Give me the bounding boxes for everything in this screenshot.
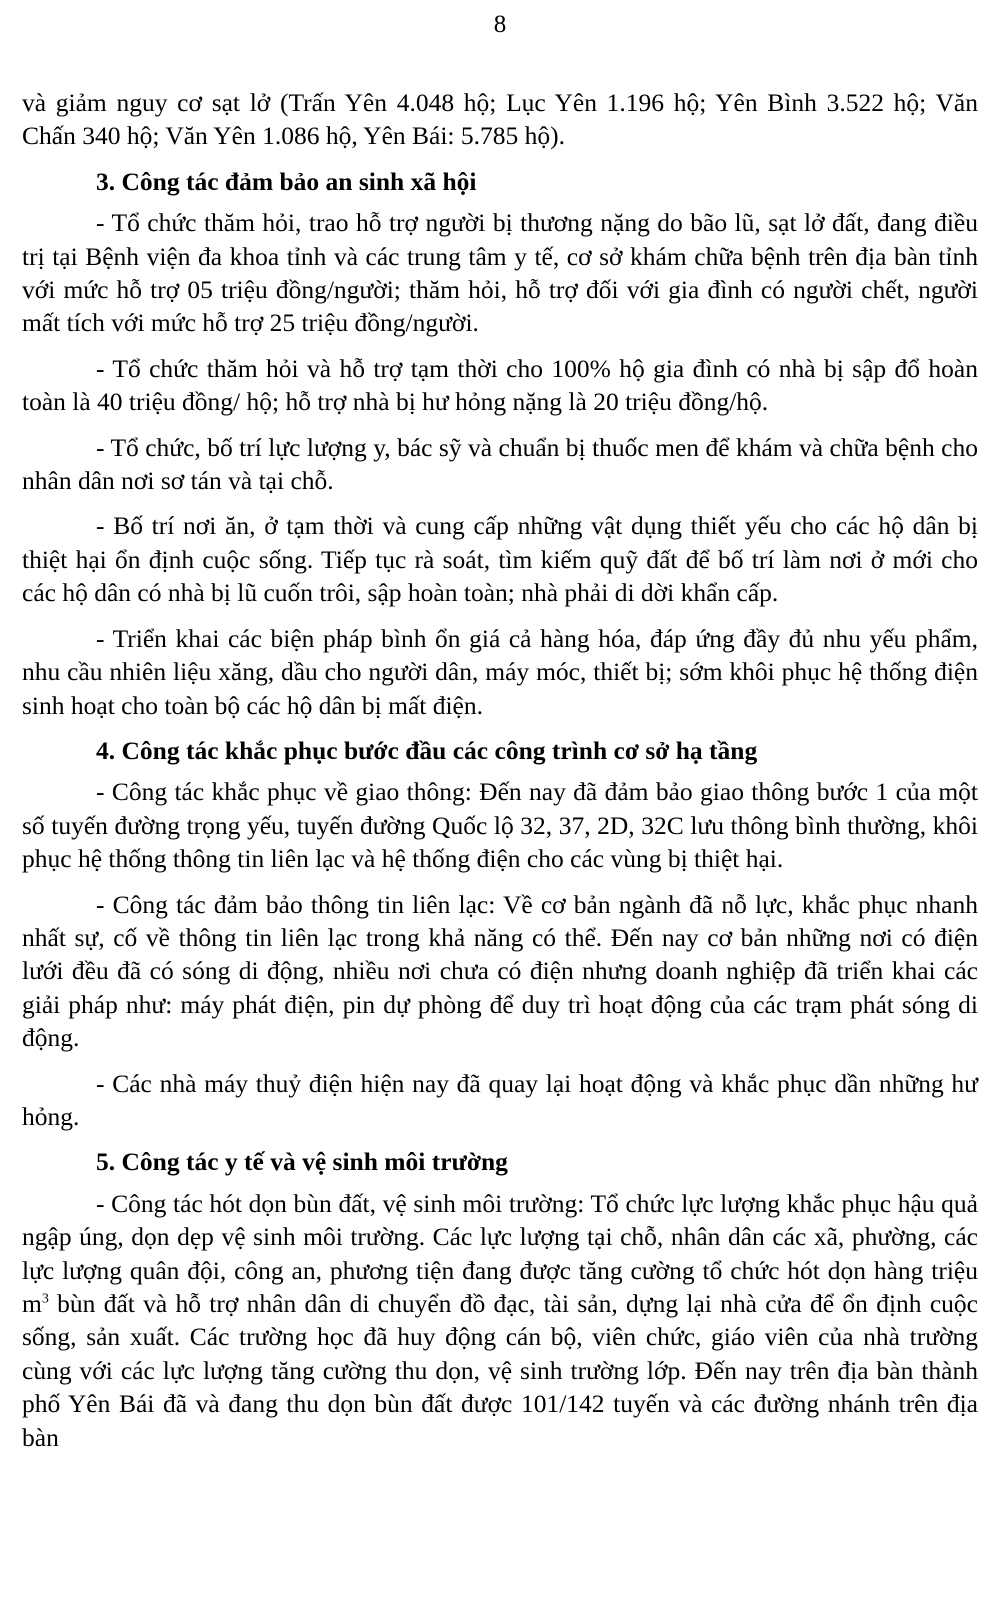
page-number: 8 bbox=[493, 11, 507, 38]
paragraph-social-2: - Tổ chức thăm hỏi và hỗ trợ tạm thời cho 100% hộ gia đình có nhà bị sập đổ hoàn toàn là 40 triệu đồng/ hộ; hỗ trợ nhà bị hư hỏng nặng là 20 triệu đồng/hộ. bbox=[22, 353, 978, 417]
paragraph-social-4: - Bố trí nơi ăn, ở tạm thời và cung cấp những vật dụng thiết yếu cho các hộ dân bị thiệt hại ổn định cuộc sống. Tiếp tục rà soát, tìm kiếm quỹ đất để bố trí làm nơi ở mới cho các hộ dân có nhà bị lũ cuốn trôi, sập hoàn toàn; nhà phải di dời khẩn cấp. bbox=[22, 511, 978, 608]
paragraph-health-1-part-b: bùn đất và hỗ trợ nhân dân di chuyển đồ đạc, tài sản, dựng lại nhà cửa để ổn định cuộc sống, sản xuất. Các trường học đã huy động cán bộ, viên chức, giáo viên của nhà trường cùng với các lực lượng tăng cường thu dọn, vệ sinh trường lớp. Đến nay trên địa bàn thành phố Yên Bái đã và đang thu dọn bùn đất được 101/142 tuyến và các đường nhánh trên địa bàn bbox=[22, 1289, 978, 1452]
paragraph-social-5: - Triển khai các biện pháp bình ổn giá cả hàng hóa, đáp ứng đầy đủ nhu yếu phẩm, nhu cầu nhiên liệu xăng, dầu cho người dân, máy móc, thiết bị; sớm khôi phục hệ thống điện sinh hoạt cho toàn bộ các hộ dân bị mất điện. bbox=[22, 623, 978, 720]
paragraph-infra-3: - Các nhà máy thuỷ điện hiện nay đã quay lại hoạt động và khắc phục dần những hư hỏng. bbox=[22, 1068, 978, 1131]
cubic-superscript: 3 bbox=[41, 1291, 49, 1307]
section-heading-5: 5. Công tác y tế và vệ sinh môi trường bbox=[96, 1147, 508, 1177]
paragraph-social-1: - Tổ chức thăm hỏi, trao hỗ trợ người bị thương nặng do bão lũ, sạt lở đất, đang điều trị tại Bệnh viện đa khoa tỉnh và các trung tâm y tế, cơ sở khám chữa bệnh trên địa bàn tỉnh với mức hỗ trợ 05 triệu đồng/người; thăm hỏi, hỗ trợ đối với gia đình có người chết, người mất tích với mức hỗ trợ 25 triệu đồng/người. bbox=[22, 208, 978, 338]
section-heading-3: 3. Công tác đảm bảo an sinh xã hội bbox=[96, 166, 477, 196]
paragraph-infra-2: - Công tác đảm bảo thông tin liên lạc: Về cơ bản ngành đã nỗ lực, khắc phục nhanh nhất sự, cố về thông tin liên lạc trong khả năng có thể. Đến nay cơ bản những nơi có điện lưới đều đã có sóng di động, nhiều nơi chưa có điện nhưng doanh nghiệp đã triển khai các giải pháp như: máy phát điện, pin dự phòng để duy trì hoạt động của các trạm phát sóng di động. bbox=[22, 889, 978, 1053]
paragraph-health-1 bbox=[22, 1187, 978, 1454]
paragraph-health-1-part-a: - Công tác hót dọn bùn đất, vệ sinh môi trường: Tổ chức lực lượng khắc phục hậu quả ngập úng, dọn dẹp vệ sinh môi trường. Các lực lượng tại chỗ, nhân dân các xã, phường, các lực lượng quân đội, công an, phương tiện đang được tăng cường tổ chức hót dọn hàng triệu m bbox=[22, 1188, 978, 1318]
paragraph-infra-1: - Công tác khắc phục về giao thông: Đến nay đã đảm bảo giao thông bước 1 của một số tuyến đường trọng yếu, tuyến đường Quốc lộ 32, 37, 2D, 32C lưu thông bình thường, khôi phục hệ thống thông tin liên lạc và hệ thống điện cho các vùng bị thiệt hại. bbox=[22, 777, 978, 874]
paragraph-social-3: - Tổ chức, bố trí lực lượng y, bác sỹ và chuẩn bị thuốc men để khám và chữa bệnh cho nhân dân nơi sơ tán và tại chỗ. bbox=[22, 432, 978, 496]
paragraph-continuation: và giảm nguy cơ sạt lở (Trấn Yên 4.048 hộ; Lục Yên 1.196 hộ; Yên Bình 3.522 hộ; Văn Chấn 340 hộ; Văn Yên 1.086 hộ, Yên Bái: 5.785 hộ). bbox=[22, 88, 978, 151]
section-heading-4: 4. Công tác khắc phục bước đầu các công trình cơ sở hạ tầng bbox=[96, 735, 758, 765]
